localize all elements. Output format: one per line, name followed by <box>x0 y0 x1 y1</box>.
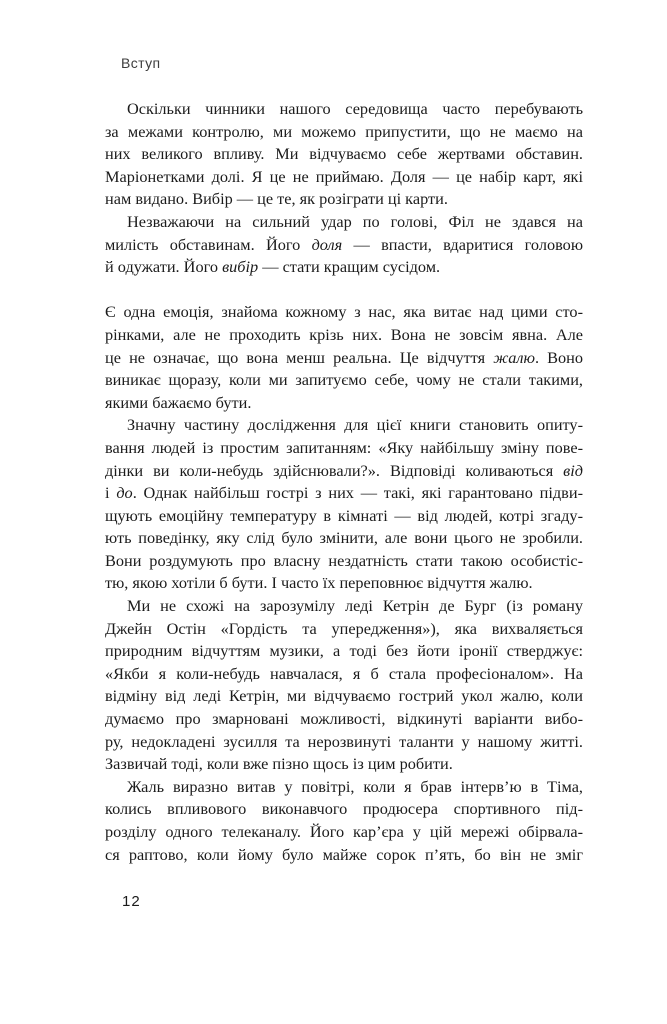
text-line: розділу одного телеканалу. Його кар’єра у цій мережі обірвала- <box>105 822 583 841</box>
text-line: Оскільки чинники нашого середовища часто перебувають <box>127 99 583 118</box>
text-line: колись впливового виконавчого продюсера спортивного під- <box>105 799 583 819</box>
text-line: «Якби я коли-небудь навчалася, я б стала професіоналом». На <box>105 663 583 683</box>
page-number: 12 <box>122 893 141 910</box>
text-line: Незважаючи на сильний удар по голові, Філ не здався на <box>127 211 583 231</box>
text-line: Зазвичай тоді, коли вже пізно щось із цим робити. <box>105 754 453 774</box>
running-head: Вступ <box>121 55 161 71</box>
text-line: Жаль виразно витав у повітрі, коли я брав інтерв’ю в Тіма, <box>127 776 583 796</box>
italic-text: доля <box>311 234 343 254</box>
text-line: Значну частину дослідження для цієї книги становить опиту- <box>127 415 583 435</box>
text-line: виникає щоразу, коли ми запитуємо себе, чому не стали такими, <box>105 370 583 390</box>
text-line: й одужати. Його вибір — стати кращим сусідом. <box>105 257 441 277</box>
paragraph <box>105 595 583 776</box>
text-line: милість обставинам. Його доля — впасти, вдаритися головою <box>105 234 583 254</box>
text-line: ру, недокладені зусилля та нерозвинуті таланти у нашому житті. <box>105 731 583 751</box>
text-line: за межами контролю, ми можемо припустити, що не маємо на <box>105 121 583 141</box>
paragraph <box>105 301 583 414</box>
text-line: відміну від леді Кетрін, ми відчуваємо гострий укол жалю, коли <box>105 686 583 706</box>
text-line: ся раптово, коли йому було майже сорок п’ять, бо він не зміг <box>105 844 583 864</box>
text-line: ють поведінку, яку слід було змінити, але вони цього не зробили. <box>105 528 583 548</box>
paragraph <box>105 776 583 866</box>
text-line: Маріонетками долі. Я це не приймаю. Доля — це набір карт, які <box>105 166 583 186</box>
text-line: них великого впливу. Ми відчуваємо себе жертвами обставин. <box>105 144 583 164</box>
page-text <box>105 98 583 866</box>
italic-text: до <box>116 483 133 503</box>
text-line: дінки ви коли-небудь здійснювали?». Відповіді коливаються від <box>105 460 583 480</box>
text-line: Вони роздумують про власну нездатність стати такою особистіс- <box>105 550 583 570</box>
text-line: це не означає, що вона менш реальна. Це відчуття жалю. Воно <box>105 347 583 367</box>
text-line: Ми не схожі на зарозумілу леді Кетрін де Бург (із роману <box>127 596 583 616</box>
paragraph <box>105 414 583 595</box>
text-line: і до. Однак найбільш гострі з них — такі, які гарантовано підви- <box>105 483 583 503</box>
italic-text: від <box>563 460 583 480</box>
text-line: Є одна емоція, знайома кожному з нас, яка витає над цими сто- <box>105 302 583 322</box>
text-line: рінками, але не проходить крізь них. Вона не зовсім явна. Але <box>105 324 583 344</box>
text-line: вання людей із простим запитанням: «Яку найбільшу зміну пове- <box>105 437 583 457</box>
text-line: Джейн Остін «Гордість та упередження»), яка вихваляється <box>105 618 583 638</box>
italic-text: жалю <box>493 347 535 367</box>
text-line: щують емоційну температуру в кімнаті — від людей, котрі згаду- <box>105 505 583 525</box>
text-line: якими бажаємо бути. <box>105 392 252 412</box>
paragraph <box>105 211 583 279</box>
text-line: тю, якою хотіли б бути. І часто їх переповнює відчуття жалю. <box>105 573 533 593</box>
text-line: нам видано. Вибір — це те, як розіграти ці карти. <box>105 189 448 209</box>
paragraph <box>105 98 583 211</box>
text-line: думаємо про змарновані можливості, відкинуті варіанти вибо- <box>105 709 583 729</box>
italic-text: вибір <box>222 257 259 277</box>
text-line: природним відчуттям музики, а тоді без йоти іронії стверджує: <box>105 641 583 661</box>
